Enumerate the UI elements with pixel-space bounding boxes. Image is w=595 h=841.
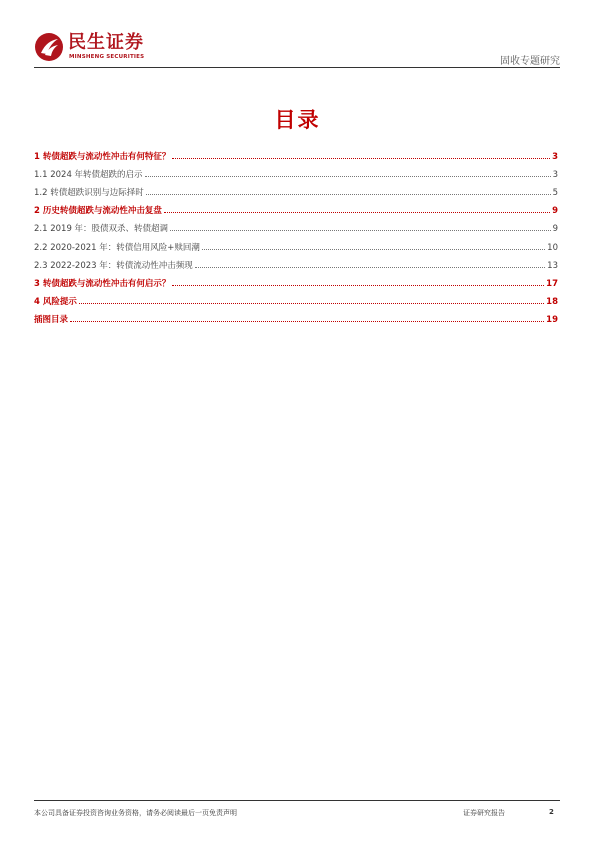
toc-entry[interactable] xyxy=(34,180,558,198)
toc-leader xyxy=(172,158,550,159)
table-of-contents xyxy=(34,144,558,325)
company-logo xyxy=(34,30,194,66)
toc-entry-label: 2.1 2019 年：股债双杀、转债超调 xyxy=(34,224,169,235)
toc-entry-page: 19 xyxy=(546,314,558,325)
toc-entry[interactable] xyxy=(34,307,558,325)
page-header xyxy=(34,30,560,70)
toc-entry-page: 9 xyxy=(552,224,558,235)
toc-entry-page: 17 xyxy=(546,278,558,289)
toc-leader xyxy=(170,230,551,231)
toc-entry-page: 13 xyxy=(547,260,558,271)
toc-leader xyxy=(70,321,544,322)
toc-leader xyxy=(146,194,551,195)
toc-leader xyxy=(202,249,545,250)
toc-entry[interactable] xyxy=(34,198,558,216)
toc-entry[interactable] xyxy=(34,289,558,307)
page-number: 2 xyxy=(549,808,554,816)
report-type: 固收专题研究 xyxy=(500,56,560,67)
toc-entry-page: 18 xyxy=(546,296,558,307)
toc-entry-label: 1.2 转债超跌识别与边际择时 xyxy=(34,188,144,199)
logo-text-en: MINSHENG SECURITIES xyxy=(69,54,145,60)
toc-entry-page: 3 xyxy=(552,152,558,163)
toc-entry-page: 10 xyxy=(547,242,558,253)
footer-doc-type: 证券研究报告 xyxy=(463,809,505,817)
toc-entry-label: 2 历史转债超跌与流动性冲击复盘 xyxy=(34,206,162,217)
toc-leader xyxy=(145,176,551,177)
toc-entry-label: 插图目录 xyxy=(34,314,69,325)
footer-disclaimer: 本公司具备证券投资咨询业务资格，请务必阅读最后一页免责声明 xyxy=(34,809,237,817)
toc-entry-page: 5 xyxy=(552,188,558,199)
toc-leader xyxy=(79,303,544,304)
toc-entry[interactable] xyxy=(34,162,558,180)
toc-leader xyxy=(195,267,545,268)
toc-entry-page: 9 xyxy=(552,206,558,217)
toc-entry-label: 1 转债超跌与流动性冲击有何特征？ xyxy=(34,152,171,163)
toc-entry[interactable] xyxy=(34,271,558,289)
toc-entry-label: 3 转债超跌与流动性冲击有何启示？ xyxy=(34,278,171,289)
footer-divider xyxy=(34,800,560,801)
toc-title: 目录 xyxy=(274,108,321,132)
toc-entry-page: 3 xyxy=(552,170,558,181)
toc-entry[interactable] xyxy=(34,253,558,271)
logo-text-cn: 民生证券 xyxy=(68,32,144,53)
toc-leader xyxy=(164,212,550,213)
minsheng-logo-icon xyxy=(34,32,64,62)
toc-entry-label: 2.2 2020-2021 年：转债信用风险+赎回潮 xyxy=(34,242,200,253)
toc-entry[interactable] xyxy=(34,144,558,162)
toc-entry-label: 4 风险提示 xyxy=(34,296,77,307)
toc-entry-label: 1.1 2024 年转债超跌的启示 xyxy=(34,170,143,181)
toc-leader xyxy=(172,285,544,286)
toc-entry-label: 2.3 2022-2023 年：转债流动性冲击频现 xyxy=(34,260,193,271)
toc-entry[interactable] xyxy=(34,216,558,234)
toc-entry[interactable] xyxy=(34,234,558,252)
header-divider xyxy=(34,67,560,68)
